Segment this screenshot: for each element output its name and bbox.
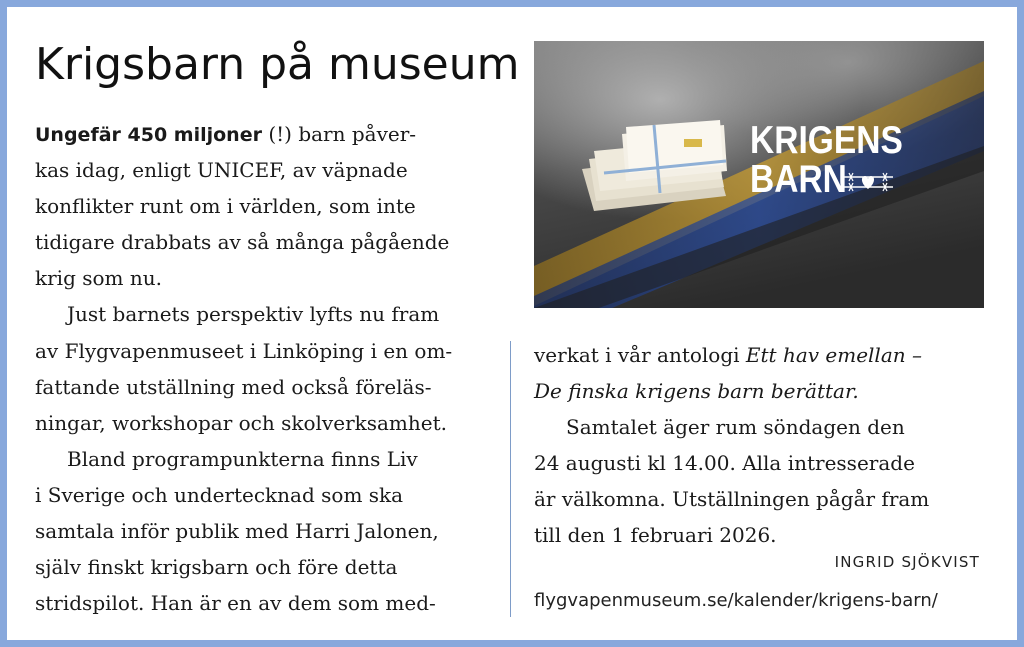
text-line: Samtalet äger rum söndagen den <box>566 415 905 440</box>
text-line <box>534 373 929 409</box>
text-line <box>35 116 452 152</box>
book-title-part-1: Ett hav emellan – <box>745 343 922 367</box>
banner-line-1: KRIGENS <box>750 119 903 162</box>
text-line: stridspilot. Han är en av dem som med- <box>35 591 436 616</box>
krigens-barn-banner <box>534 41 984 308</box>
text-line <box>534 337 929 373</box>
left-column <box>35 116 452 621</box>
text-line: 24 augusti kl 14.00. Alla intresserade <box>534 451 915 476</box>
website-link[interactable]: flygvapenmuseum.se/kalender/krigens-barn/ <box>534 590 938 611</box>
text-line: fattande utställning med också föreläs- <box>35 374 432 399</box>
lead-bold: Ungefär 450 miljoner <box>35 124 262 146</box>
text-line: tidigare drabbats av så många pågående <box>35 230 450 255</box>
article-title: Krigsbarn på museum <box>35 39 520 90</box>
text-line: samtala inför publik med Harri Jalonen, <box>35 519 439 544</box>
text-line: Just barnets perspektiv lyfts nu fram <box>67 302 440 327</box>
article-card <box>7 7 1017 640</box>
column-divider <box>510 341 511 617</box>
text-line: i Sverige och undertecknad som ska <box>35 482 404 507</box>
banner-line-2: BARN <box>750 158 847 201</box>
author-byline: INGRID SJÖKVIST <box>834 553 980 571</box>
text-line: är välkomna. Utställningen pågår fram <box>534 487 930 512</box>
banner-title <box>750 121 928 199</box>
text-line: Bland programpunkterna finns Liv <box>67 446 418 471</box>
text-line: kas idag, enligt UNICEF, av väpnade <box>35 158 408 183</box>
text-line: till den 1 februari 2026. <box>534 523 777 548</box>
lead-rest: (!) barn påver- <box>261 122 417 146</box>
text-line: själv finskt krigsbarn och före detta <box>35 555 398 580</box>
text-line: ningar, workshopar och skolverksamhet. <box>35 410 448 435</box>
book-title-part-2: De finska krigens barn berättar. <box>534 379 859 404</box>
text-line: konflikter runt om i världen, som inte <box>35 194 416 219</box>
barbed-wire-heart-icon <box>843 169 893 195</box>
text-span: verkat i vår antologi <box>534 343 746 367</box>
text-line: av Flygvapenmuseet i Linköping i en om- <box>35 338 453 363</box>
right-column <box>534 337 929 554</box>
text-line: krig som nu. <box>35 266 162 291</box>
